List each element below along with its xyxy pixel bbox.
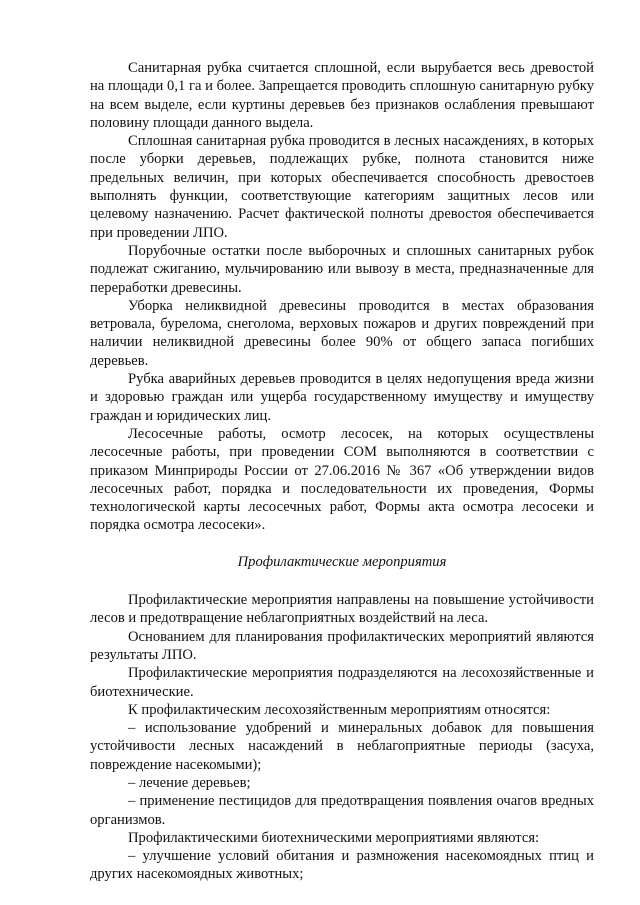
paragraph-biotech-measures-intro: Профилактическими биотехническими мероприятиями являются: (128, 829, 540, 846)
list-item-pesticides: – применение пестицидов для предотвращения появления очагов вредных организмов. (90, 793, 594, 828)
paragraph-hazard-trees: Рубка аварийных деревьев проводится в целях недопущения вреда жизни и здоровью граждан или ущерба государственному имуществу и имуществу граждан и юридических лиц. (90, 371, 594, 424)
section-heading-prevention: Профилактические мероприятия (237, 553, 447, 570)
paragraph-sanitary-clear-cut-definition: Санитарная рубка считается сплошной, если вырубается весь древостой на площади 0,1 га и более. Запрещается проводить сплошную санитарную рубку на всем выделе, если куртины деревьев без признаков ослабления превышают половину площади данного выдела. (90, 60, 594, 131)
paragraph-prevention-purpose: Профилактические мероприятия направлены на повышение устойчивости лесов и предотвращение неблагоприятных воздействий на леса. (90, 592, 594, 627)
paragraph-forestry-measures-intro: К профилактическим лесохозяйственным мероприятиям относятся: (128, 701, 551, 718)
paragraph-nonmarketable-wood: Уборка неликвидной древесины проводится в местах образования ветровала, бурелома, снеголома, верховых пожаров и других повреждений при наличии неликвидной древесины более 90% от общего запаса погибших деревьев. (90, 297, 594, 369)
paragraph-logging-residues: Порубочные остатки после выборочных и сплошных санитарных рубок подлежат сжиганию, мульчированию или вывозу в места, предназначенные для переработки древесины. (90, 242, 594, 296)
list-item-bird-habitat: – улучшение условий обитания и размножения насекомоядных птиц и других насекомоядных животных; (90, 848, 594, 883)
list-item-tree-treatment: – лечение деревьев; (128, 774, 251, 791)
paragraph-prevention-types: Профилактические мероприятия подразделяются на лесохозяйственные и биотехнические. (90, 665, 594, 700)
paragraph-logging-works: Лесосечные работы, осмотр лесосек, на которых осуществлены лесосечные работы, при проведении СОМ выполняются в соответствии с приказом Минприроды России от 27.06.2016 № 367 «Об утверждении видов лесосечных работ, порядка и последовательности их проведения, Формы технологической карты лесосечных работ, Формы акта осмотра лесосеки и порядка осмотра лесосеки». (90, 425, 594, 534)
document-page (90, 59, 594, 884)
list-item-fertilizers: – использование удобрений и минеральных добавок для повышения устойчивости лесных насаждений в неблагоприятные периоды (засуха, повреждение насекомыми); (90, 720, 594, 773)
paragraph-clear-cut-conditions: Сплошная санитарная рубка проводится в лесных насаждениях, в которых после уборки деревьев, подлежащих рубке, полнота становится ниже предельных величин, при которых обеспечивается способность древостоев выполнять функции, соответствующие категориям защитных лесов или целевому назначению. Расчет фактической полноты древостоя обеспечивается при проведении ЛПО. (90, 133, 594, 241)
paragraph-planning-basis: Основанием для планирования профилактических мероприятий являются результаты ЛПО. (90, 628, 594, 663)
